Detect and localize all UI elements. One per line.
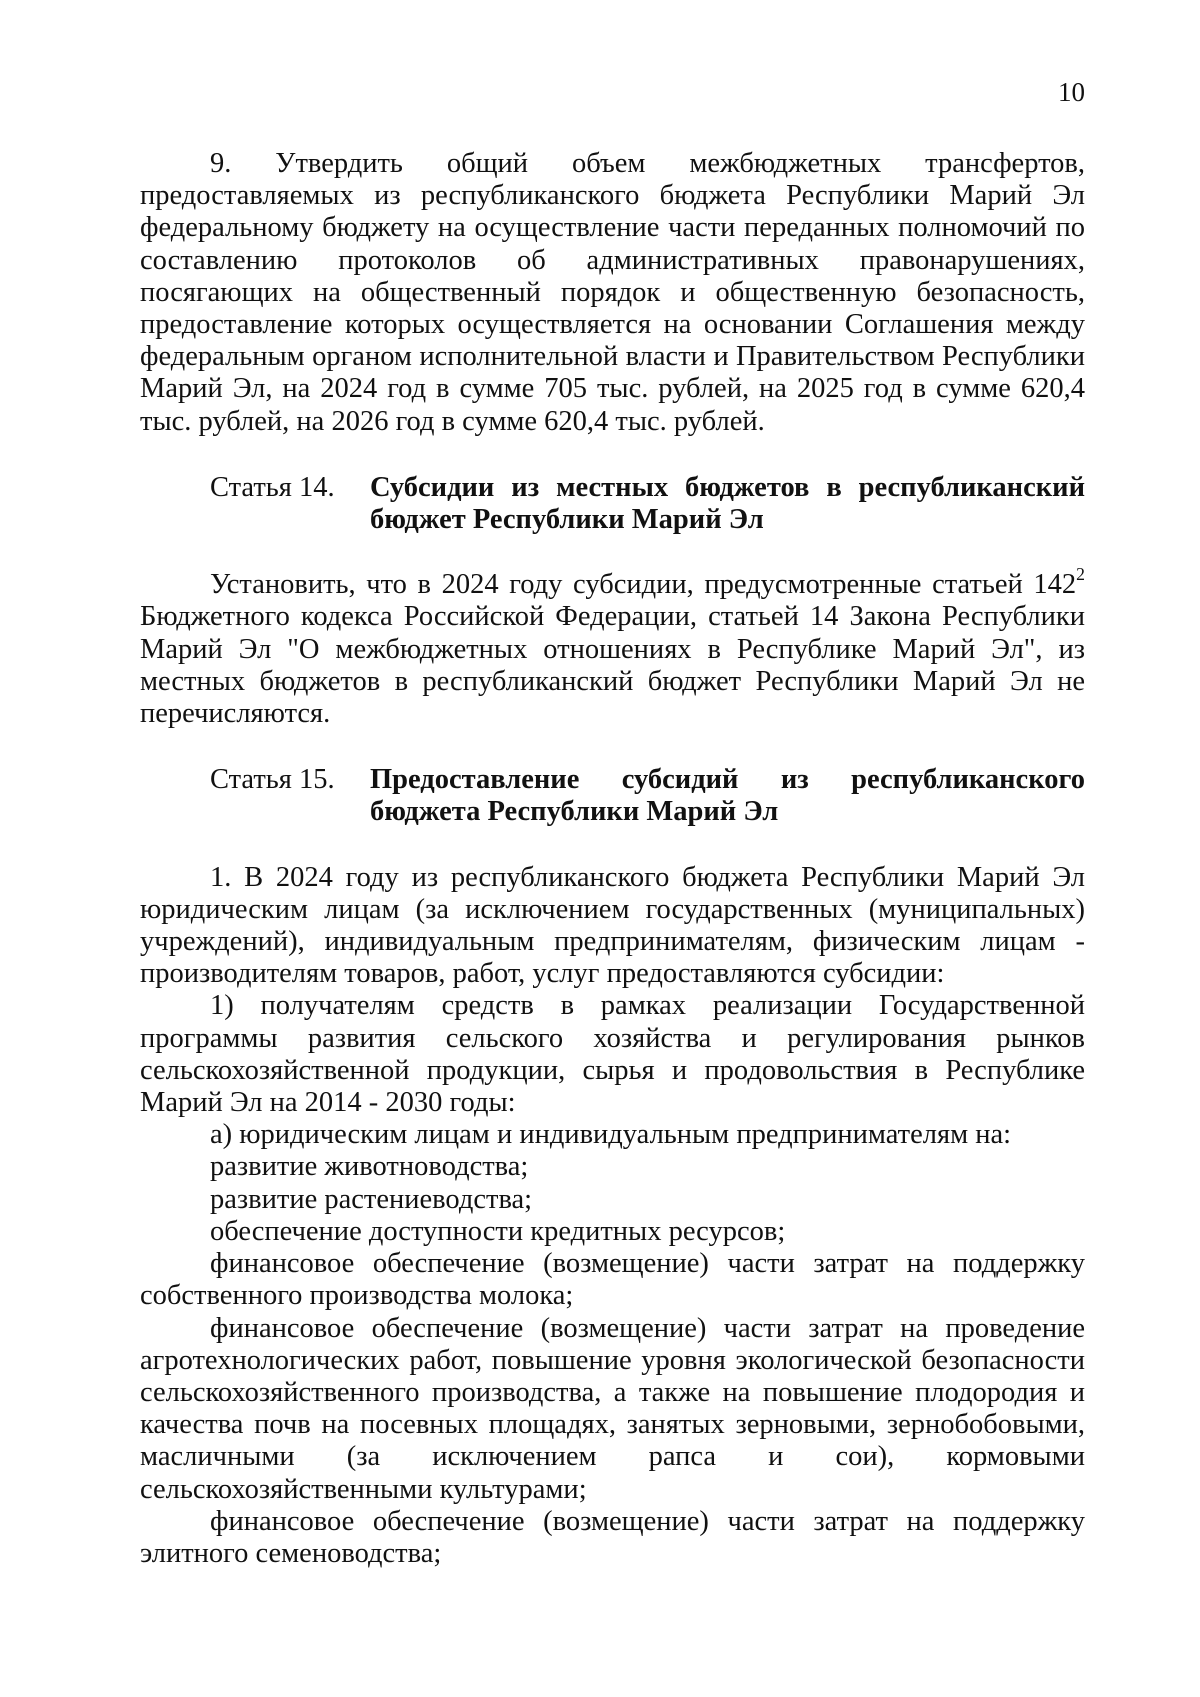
article-15-paragraph-1: 1. В 2024 году из республиканского бюджета Республики Марий Эл юридическим лицам (за исключением государственных (муниципальных) учреждений), индивидуальным предпринимателям, физическим лицам - производителям товаров, работ, услуг предоставляются субсидии: <box>140 861 1085 990</box>
page-number: 10 <box>1058 77 1085 107</box>
document-body <box>140 148 1085 1570</box>
list-item: финансовое обеспечение (возмещение) части затрат на поддержку собственного производства молока; <box>140 1248 1085 1312</box>
article-14-text-start: Установить, что в 2024 году субсидии, предусмотренные статьей 142 <box>210 569 1077 601</box>
list-item: финансовое обеспечение (возмещение) части затрат на проведение агротехнологических работ, повышение уровня экологической безопасности сельскохозяйственного производства, а также на повышение плодородия и качества почв на посевных площадях, занятых зерновыми, зернобобовыми, масличными (за исключением рапса и сои), кормовыми сельскохозяйственными культурами; <box>140 1312 1085 1505</box>
article-15-subitem-a: а) юридическим лицам и индивидуальным предпринимателям на: <box>210 1119 1012 1151</box>
paragraph-9: 9. Утвердить общий объем межбюджетных трансфертов, предоставляемых из республиканского бюджета Республики Марий Эл федеральному бюджету на осуществление части переданных полномочий по составлению протоколов об административных правонарушениях, посягающих на общественный порядок и общественную безопасность, предоставление которых осуществляется на основании Соглашения между федеральным органом исполнительной власти и Правительством Республики Марий Эл, на 2024 год в сумме 705 тыс. рублей, на 2025 год в сумме 620,4 тыс. рублей, на 2026 год в сумме 620,4 тыс. рублей. <box>140 148 1085 437</box>
list-item: обеспечение доступности кредитных ресурсов; <box>210 1215 786 1247</box>
article-14-number: Статья 14. <box>210 471 335 503</box>
article-14-text-end: Бюджетного кодекса Российской Федерации, статьей 14 Закона Республики Марий Эл "О межбюджетных отношениях в Республике Марий Эл", из местных бюджетов в республиканский бюджет Республики Марий Эл не перечисляются. <box>140 601 1085 730</box>
article-15-heading <box>140 764 1085 828</box>
list-item: финансовое обеспечение (возмещение) части затрат на поддержку элитного семеноводства; <box>140 1505 1085 1569</box>
list-item: развитие животноводства; <box>210 1151 529 1183</box>
article-15-item-1: 1) получателям средств в рамках реализации Государственной программы развития сельского хозяйства и регулирования рынков сельскохозяйственной продукции, сырья и продовольствия в Республике Марий Эл на 2014 - 2030 годы: <box>140 990 1085 1119</box>
article-15-number: Статья 15. <box>210 764 335 796</box>
article-14-superscript: 2 <box>1076 564 1085 585</box>
article-14-title: Субсидии из местных бюджетов в республиканский бюджет Республики Марий Эл <box>370 471 1085 536</box>
article-14-heading <box>140 472 1085 536</box>
list-item: развитие растениеводства; <box>210 1183 533 1215</box>
article-15-title: Предоставление субсидий из республиканского бюджета Республики Марий Эл <box>370 764 1085 828</box>
article-14-text <box>140 564 1085 730</box>
